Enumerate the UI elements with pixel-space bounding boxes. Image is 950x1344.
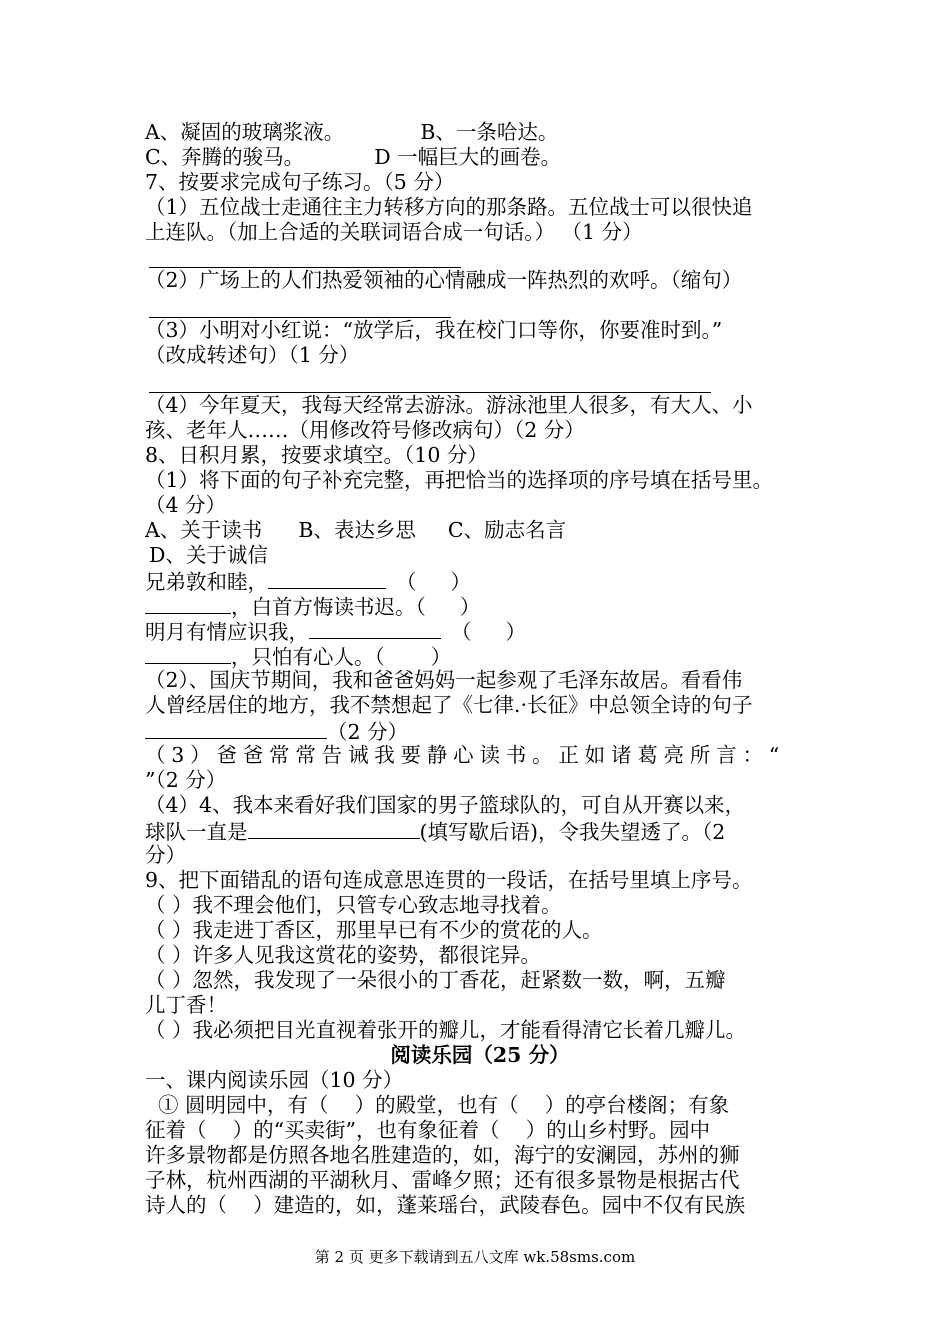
blank[interactable] xyxy=(309,618,441,639)
q8-p1-line1: （1）将下面的句子补充完整，再把恰当的选择项的序号填在括号里。 xyxy=(145,468,774,492)
score: （2 分） xyxy=(327,720,409,744)
q8-option-a: A、关于读书 xyxy=(145,518,263,542)
blank[interactable] xyxy=(145,593,231,614)
exam-page xyxy=(145,120,815,1218)
q8-p2-line3 xyxy=(145,718,815,743)
q7-title: 7、按要求完成句子练习。（5 分） xyxy=(145,170,455,194)
q7-s4-line2: 孩、老年人……（用修改符号修改病句）（2 分） xyxy=(145,418,585,442)
fill-text: 兄弟敦和睦， xyxy=(145,570,268,594)
q9-item: （ ）我不理会他们，只管专心致志地寻找着。 xyxy=(145,893,562,917)
blank[interactable] xyxy=(145,643,231,664)
q8-option-c: C、励志名言 xyxy=(447,518,567,542)
fill-row-1 xyxy=(145,568,815,593)
reading-line: ① 圆明园中，有（ ）的殿堂，也有（ ）的亭台楼阁；有象 xyxy=(145,1093,730,1117)
paren: ） xyxy=(450,570,471,594)
option-d: D 一幅巨大的画卷。 xyxy=(374,145,562,169)
q8-option-d-row xyxy=(145,543,815,568)
blank[interactable] xyxy=(268,568,386,589)
q8-option-b: B、表达乡思 xyxy=(298,518,416,542)
reading-line: 征着（ ）的“买卖街”，也有象征着（ ）的山乡村野。园中 xyxy=(145,1118,711,1142)
paren: ） xyxy=(459,595,481,619)
q9-item: （ ）忽然，我发现了一朵很小的丁香花，赶紧数一数，啊，五瓣 xyxy=(145,968,726,992)
q9-item: （ ）我走进丁香区，那里早已有不少的赏花的人。 xyxy=(145,918,603,942)
page-footer: 第 2 页 更多下载请到五八文库 wk.58sms.com xyxy=(314,1248,636,1266)
option-a: A、凝固的玻璃浆液。 xyxy=(145,120,345,144)
q7-s2: （2）广场上的人们热爱领袖的心情融成一阵热烈的欢呼。（缩句） xyxy=(145,268,743,292)
option-c: C、奔腾的骏马。 xyxy=(145,145,305,169)
q8-p4-line2 xyxy=(145,818,815,843)
fill-row-3 xyxy=(145,618,815,643)
q7-s3-line1: （3）小明对小红说：“放学后，我在校门口等你，你要准时到。” xyxy=(145,318,723,342)
q6-options-row-2 xyxy=(145,145,815,170)
fill-text: 明月有情应识我， xyxy=(145,620,309,644)
q8-p4-line3: 分） xyxy=(145,843,186,867)
q8-options xyxy=(145,518,815,543)
q9-item: 儿丁香！ xyxy=(145,993,227,1017)
q7-s1-line2: 上连队。（加上合适的关联词语合成一句话。） （1 分） xyxy=(145,220,643,244)
fill-text: (填写歇后语)，令我失望透了。（2 xyxy=(419,820,726,844)
q8-p3-line1: （3）爸爸常常告诫我要静心读书。正如诸葛亮所言：“ xyxy=(145,743,786,767)
reading-line: 许多景物都是仿照各地名胜建造的，如，海宁的安澜园，苏州的狮 xyxy=(145,1143,740,1167)
q8-title: 8、日积月累，按要求填空。（10 分） xyxy=(145,443,488,467)
q7-s1-line1: （1）五位战士走通往主力转移方向的那条路。五位战士可以很快追 xyxy=(145,195,753,219)
paren: （ xyxy=(451,620,472,644)
q7-s4-line1: （4）今年夏天，我每天经常去游泳。游泳池里人很多，有大人、小 xyxy=(145,393,753,417)
q8-p2-line1: （2）、国庆节期间，我和爸爸妈妈一起参观了毛泽东故居。看看伟 xyxy=(145,668,743,692)
fill-row-2 xyxy=(145,593,815,618)
q8-p1-line2: （4 分） xyxy=(145,493,227,517)
q8-option-d: D、关于诚信 xyxy=(149,543,268,567)
q8-p2-line2: 人曾经居住的地方，我不禁想起了《七律.·长征》中总领全诗的句子 xyxy=(145,693,753,717)
q6-options-row-1 xyxy=(145,120,815,145)
reading-line: 诗人的（ ）建造的，如，蓬莱瑶台，武陵春色。园中不仅有民族 xyxy=(145,1193,746,1217)
blank[interactable] xyxy=(145,718,327,739)
fill-text: ，白首方悔读书迟。（ xyxy=(231,595,426,619)
paren: ） xyxy=(430,645,452,669)
fill-text: 球队一直是 xyxy=(145,820,248,844)
q7-s3-line2: （改成转述句）（1 分） xyxy=(145,343,360,367)
q8-p3-line2: ”（2 分） xyxy=(145,768,227,792)
reading-heading: 阅读乐园（25 分） xyxy=(390,1043,570,1067)
q8-p4-line1: （4）4、我本来看好我们国家的男子篮球队的，可自从开赛以来， xyxy=(145,793,746,817)
paren: （ xyxy=(396,570,417,594)
q9-title: 9、把下面错乱的语句连成意思连贯的一段话，在括号里填上序号。 xyxy=(145,868,753,892)
fill-text: ，只怕有心人。（ xyxy=(231,645,385,669)
reading-subheading: 一、课内阅读乐园（10 分） xyxy=(145,1068,404,1092)
paren: ） xyxy=(505,620,526,644)
reading-line: 子林，杭州西湖的平湖秋月、雷峰夕照；还有很多景物是根据古代 xyxy=(145,1168,740,1192)
option-b: B、一条哈达。 xyxy=(420,120,559,144)
q9-item: （ ）我必须把目光直视着张开的瓣儿，才能看得清它长着几瓣儿。 xyxy=(145,1018,747,1042)
q9-item: （ ）许多人见我这赏花的姿势，都很诧异。 xyxy=(145,943,542,967)
fill-row-4 xyxy=(145,643,815,668)
blank[interactable] xyxy=(248,818,420,839)
